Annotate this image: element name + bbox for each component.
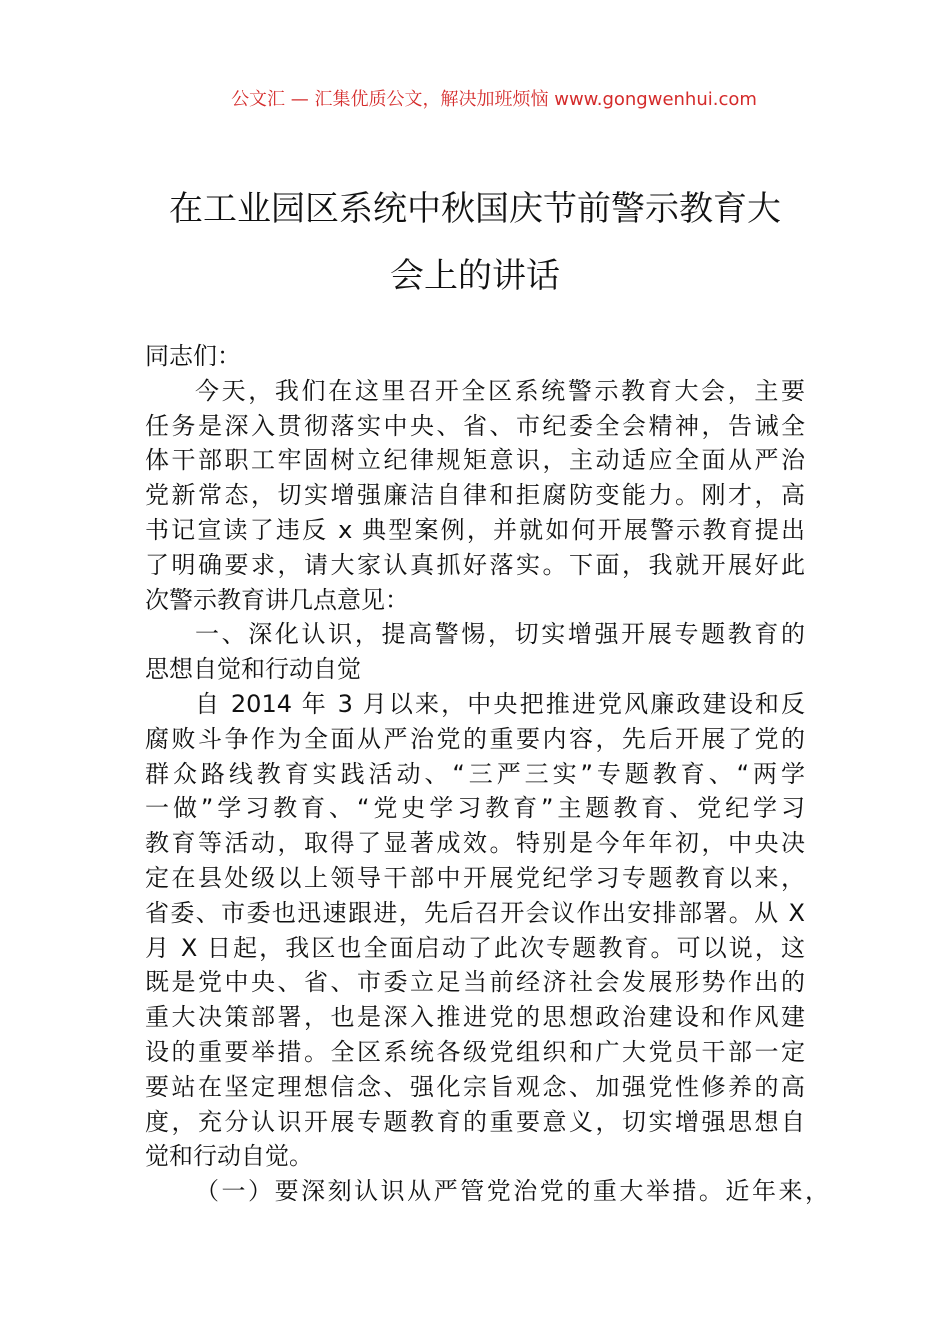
text-line: 今天，我们在这里召开全区系统警示教育大会，主要 (195, 376, 805, 405)
text-line: （一）要深刻认识从严管党治党的重大举措。近年来， (195, 1177, 829, 1206)
paragraph (145, 617, 805, 687)
text-line: 同志们： (145, 342, 241, 370)
title-line: 会上的讲话 (390, 256, 560, 296)
paragraph (145, 687, 805, 1174)
text-line: 党新常态，切实增强廉洁自律和拒腐防变能力。刚才，高 (145, 481, 805, 510)
text-line: 省委、市委也迅速跟进，先后召开会议作出安排部署。从 X (145, 898, 805, 927)
text-line: 一、深化认识，提高警惕，切实增强开展专题教育的 (195, 620, 805, 649)
text-line: 任务是深入贯彻落实中央、省、市纪委全会精神，告诫全 (145, 411, 805, 440)
text-line: 书记宣读了违反 x 典型案例，并就如何开展警示教育提出 (145, 515, 805, 544)
text-line: 一做”学习教育、“党史学习教育”主题教育、党纪学习 (145, 794, 805, 823)
text-line: 度，充分认识开展专题教育的重要意义，切实增强思想自 (145, 1107, 805, 1136)
text-line: 既是党中央、省、市委立足当前经济社会发展形势作出的 (145, 968, 805, 997)
text-line: 体干部职工牢固树立纪律规矩意识，主动适应全面从严治 (145, 446, 805, 475)
title-line: 在工业园区系统中秋国庆节前警示教育大 (169, 189, 781, 229)
text-line: 要站在坚定理想信念、强化宗旨观念、加强党性修养的高 (145, 1072, 805, 1101)
text-line: 自 2014 年 3 月以来，中央把推进党风廉政建设和反 (195, 689, 805, 718)
paragraph (145, 1174, 829, 1209)
document-body (145, 339, 829, 1209)
text-line: 月 X 日起，我区也全面启动了此次专题教育。可以说，这 (145, 933, 805, 962)
text-line: 定在县处级以上领导干部中开展党纪学习专题教育以来， (145, 863, 805, 892)
document-title (0, 176, 950, 310)
text-line: 腐败斗争作为全面从严治党的重要内容，先后开展了党的 (145, 724, 805, 753)
text-line: 群众路线教育实践活动、“三严三实”专题教育、“两学 (145, 759, 805, 788)
paragraph (145, 339, 805, 374)
text-line: 了明确要求，请大家认真抓好落实。下面，我就开展好此 (145, 550, 805, 579)
watermark-header: 公文汇 — 汇集优质公文，解决加班烦恼 www.gongwenhui.com (231, 89, 757, 110)
text-line: 思想自觉和行动自觉 (145, 655, 361, 684)
text-line: 教育等活动，取得了显著成效。特别是今年年初，中央决 (145, 829, 805, 858)
text-line: 重大决策部署，也是深入推进党的思想政治建设和作风建 (145, 1003, 805, 1032)
text-line: 设的重要举措。全区系统各级党组织和广大党员干部一定 (145, 1037, 805, 1066)
text-line: 次警示教育讲几点意见： (145, 585, 409, 614)
text-line: 觉和行动自觉。 (145, 1142, 313, 1171)
paragraph (145, 374, 805, 618)
